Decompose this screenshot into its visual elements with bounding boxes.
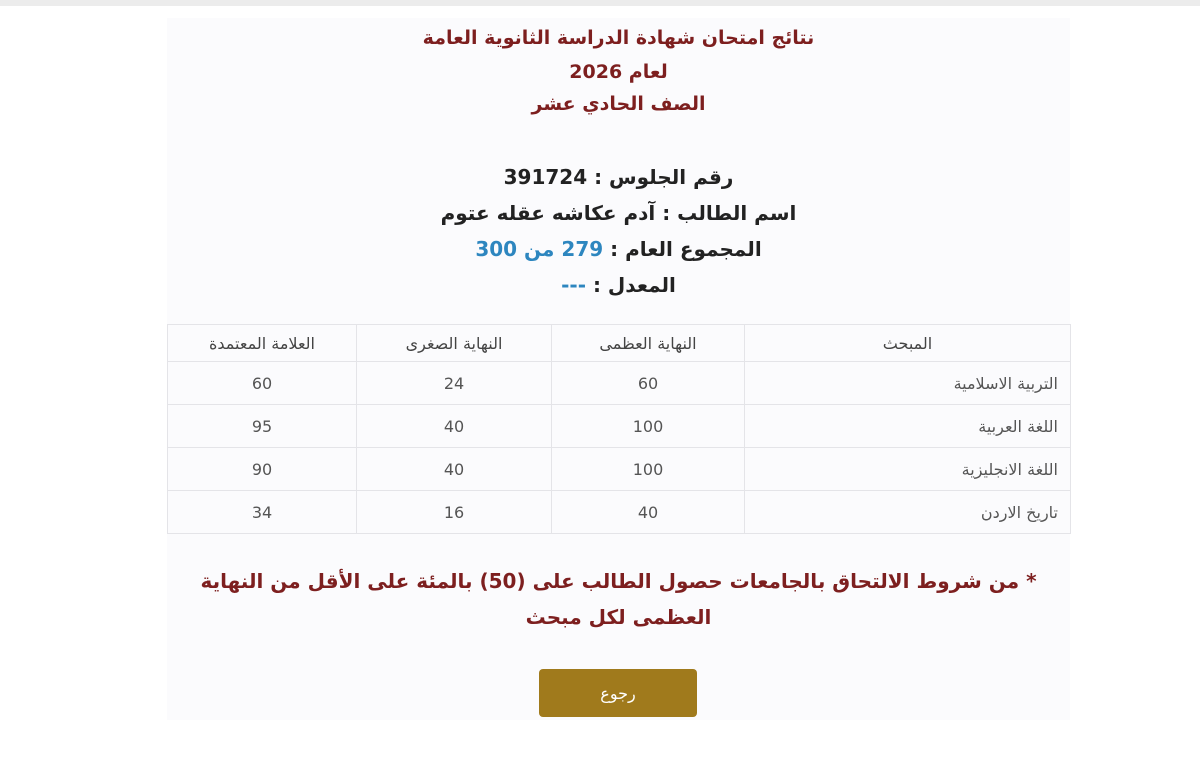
student-name-row bbox=[167, 198, 1070, 228]
back-button[interactable]: رجوع bbox=[539, 669, 697, 717]
subject-cell: تاريخ الاردن bbox=[745, 491, 1071, 534]
max-cell: 100 bbox=[552, 405, 745, 448]
subject-cell: اللغة الانجليزية bbox=[745, 448, 1071, 491]
results-title: نتائج امتحان شهادة الدراسة الثانوية العامة bbox=[422, 27, 815, 49]
grade-cell: 95 bbox=[168, 405, 357, 448]
grade-cell: 34 bbox=[168, 491, 357, 534]
grade-cell: 90 bbox=[168, 448, 357, 491]
min-cell: 40 bbox=[357, 448, 552, 491]
column-header-grade: العلامة المعتمدة bbox=[168, 325, 357, 362]
subject-cell: اللغة العربية bbox=[745, 405, 1071, 448]
seat-number-label: رقم الجلوس : bbox=[594, 165, 734, 189]
student-name-label: اسم الطالب : bbox=[662, 201, 797, 225]
average-label: المعدل : bbox=[592, 273, 676, 297]
grade-cell: 60 bbox=[168, 362, 357, 405]
max-cell: 40 bbox=[552, 491, 745, 534]
total-score-value bbox=[475, 237, 603, 261]
average-row bbox=[167, 270, 1070, 300]
table-row bbox=[168, 362, 1071, 405]
max-cell: 100 bbox=[552, 448, 745, 491]
column-header-subject: المبحث bbox=[745, 325, 1071, 362]
seat-number-value: 391724 bbox=[503, 165, 588, 189]
table-header-row bbox=[168, 325, 1071, 362]
max-cell: 60 bbox=[552, 362, 745, 405]
results-grade-level: الصف الحادي عشر bbox=[531, 93, 706, 115]
min-cell: 24 bbox=[357, 362, 552, 405]
table-row bbox=[168, 405, 1071, 448]
grades-table bbox=[167, 324, 1071, 534]
total-score-label: المجموع العام : bbox=[610, 237, 762, 261]
table-row bbox=[168, 448, 1071, 491]
seat-number-row bbox=[167, 162, 1070, 192]
top-strip bbox=[0, 0, 1200, 6]
column-header-min: النهاية الصغرى bbox=[357, 325, 552, 362]
admission-note: * من شروط الالتحاق بالجامعات حصول الطالب على (50) بالمئة على الأقل من النهاية العظمى لكل مبحث bbox=[200, 569, 1037, 629]
min-cell: 16 bbox=[357, 491, 552, 534]
subject-cell: التربية الاسلامية bbox=[745, 362, 1071, 405]
column-header-max: النهاية العظمى bbox=[552, 325, 745, 362]
total-score-of: من bbox=[524, 237, 555, 261]
student-name-value: آدم عكاشه عقله عتوم bbox=[440, 201, 656, 225]
total-score-number: 279 bbox=[561, 237, 604, 261]
table-row bbox=[168, 491, 1071, 534]
total-score-row bbox=[167, 234, 1070, 264]
average-value: --- bbox=[561, 273, 586, 297]
results-year: لعام 2026 bbox=[569, 61, 668, 83]
min-cell: 40 bbox=[357, 405, 552, 448]
total-score-max: 300 bbox=[475, 237, 518, 261]
results-panel bbox=[167, 18, 1070, 720]
